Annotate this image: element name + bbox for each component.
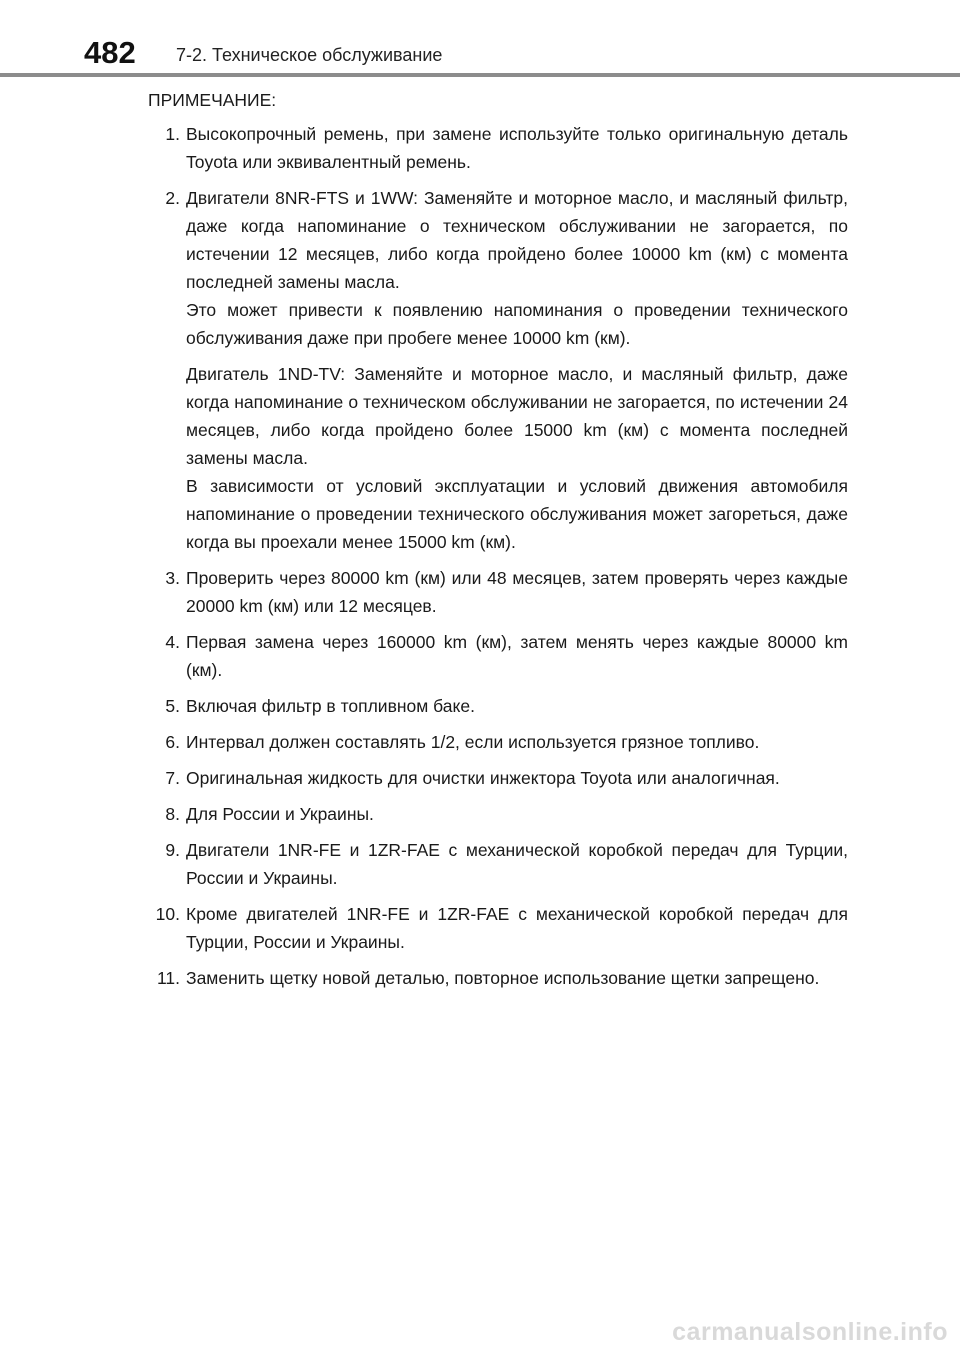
- note-number: 7.: [165, 768, 180, 788]
- note-number: 6.: [165, 732, 180, 752]
- note-item-1: [148, 120, 848, 176]
- note-text: Интервал должен составлять 1/2, если используется грязное топливо.: [186, 732, 760, 752]
- header-divider: [0, 73, 960, 77]
- note-item-5: [148, 692, 848, 720]
- notes-list: [148, 120, 848, 992]
- note-text: Высокопрочный ремень, при замене используйте только оригинальную деталь Toyota или эквивалентный ремень.: [186, 124, 848, 172]
- note-item-11: [148, 964, 848, 992]
- note-number: 5.: [165, 696, 180, 716]
- note-text: Заменить щетку новой деталью, повторное использование щетки запрещено.: [186, 968, 820, 988]
- note-item-4: [148, 628, 848, 684]
- note-item-2: [148, 184, 848, 556]
- notes-section: [148, 86, 848, 1000]
- note-number: 3.: [165, 568, 180, 588]
- note-text: Двигатель 1ND-TV: Заменяйте и моторное масло, и масляный фильтр, даже когда напоминание о техническом обслуживании не загорается, по истечении 24 месяцев, либо когда пройдено более 15000 km (км) с момента последней замены масла.: [186, 364, 848, 468]
- note-number: 4.: [165, 632, 180, 652]
- note-item-10: [148, 900, 848, 956]
- note-text: Это может привести к появлению напоминания о проведении технического обслуживания даже при пробеге менее 10000 km (км).: [186, 300, 848, 348]
- note-text: Оригинальная жидкость для очистки инжектора Toyota или аналогичная.: [186, 768, 780, 788]
- note-text: Включая фильтр в топливном баке.: [186, 696, 475, 716]
- page-header: [0, 0, 960, 80]
- note-number: 8.: [165, 804, 180, 824]
- note-text: Первая замена через 160000 km (км), затем менять через каждые 80000 km (км).: [186, 632, 848, 680]
- note-item-9: [148, 836, 848, 892]
- page-number: 482: [84, 35, 136, 70]
- note-number: 9.: [165, 840, 180, 860]
- note-text: В зависимости от условий эксплуатации и условий движения автомобиля напоминание о проведении технического обслуживания может загореться, даже когда вы проехали менее 15000 km (км).: [186, 476, 848, 552]
- note-text: Для России и Украины.: [186, 804, 374, 824]
- note-number: 1.: [165, 124, 180, 144]
- note-text: Кроме двигателей 1NR-FE и 1ZR-FAE с механической коробкой передач для Турции, России и Украины.: [186, 904, 848, 952]
- note-number: 10.: [155, 904, 180, 924]
- note-number: 2.: [165, 188, 180, 208]
- note-item-6: [148, 728, 848, 756]
- section-title: 7-2. Техническое обслуживание: [176, 45, 443, 65]
- note-text: Проверить через 80000 km (км) или 48 месяцев, затем проверять через каждые 20000 km (км) или 12 месяцев.: [186, 568, 848, 616]
- notes-heading: ПРИМЕЧАНИЕ:: [148, 90, 277, 110]
- site-watermark: carmanualsonline.info: [672, 1318, 948, 1346]
- note-item-7: [148, 764, 848, 792]
- note-number: 11.: [156, 968, 180, 988]
- note-text: Двигатели 8NR-FTS и 1WW: Заменяйте и моторное масло, и масляный фильтр, даже когда напоминание о техническом обслуживании не загорается, по истечении 12 месяцев, либо когда пройдено более 10000 km (км) с момента последней замены масла.: [186, 188, 848, 292]
- note-text: Двигатели 1NR-FE и 1ZR-FAE с механической коробкой передач для Турции, России и Украины.: [186, 840, 848, 888]
- note-item-3: [148, 564, 848, 620]
- note-item-8: [148, 800, 848, 828]
